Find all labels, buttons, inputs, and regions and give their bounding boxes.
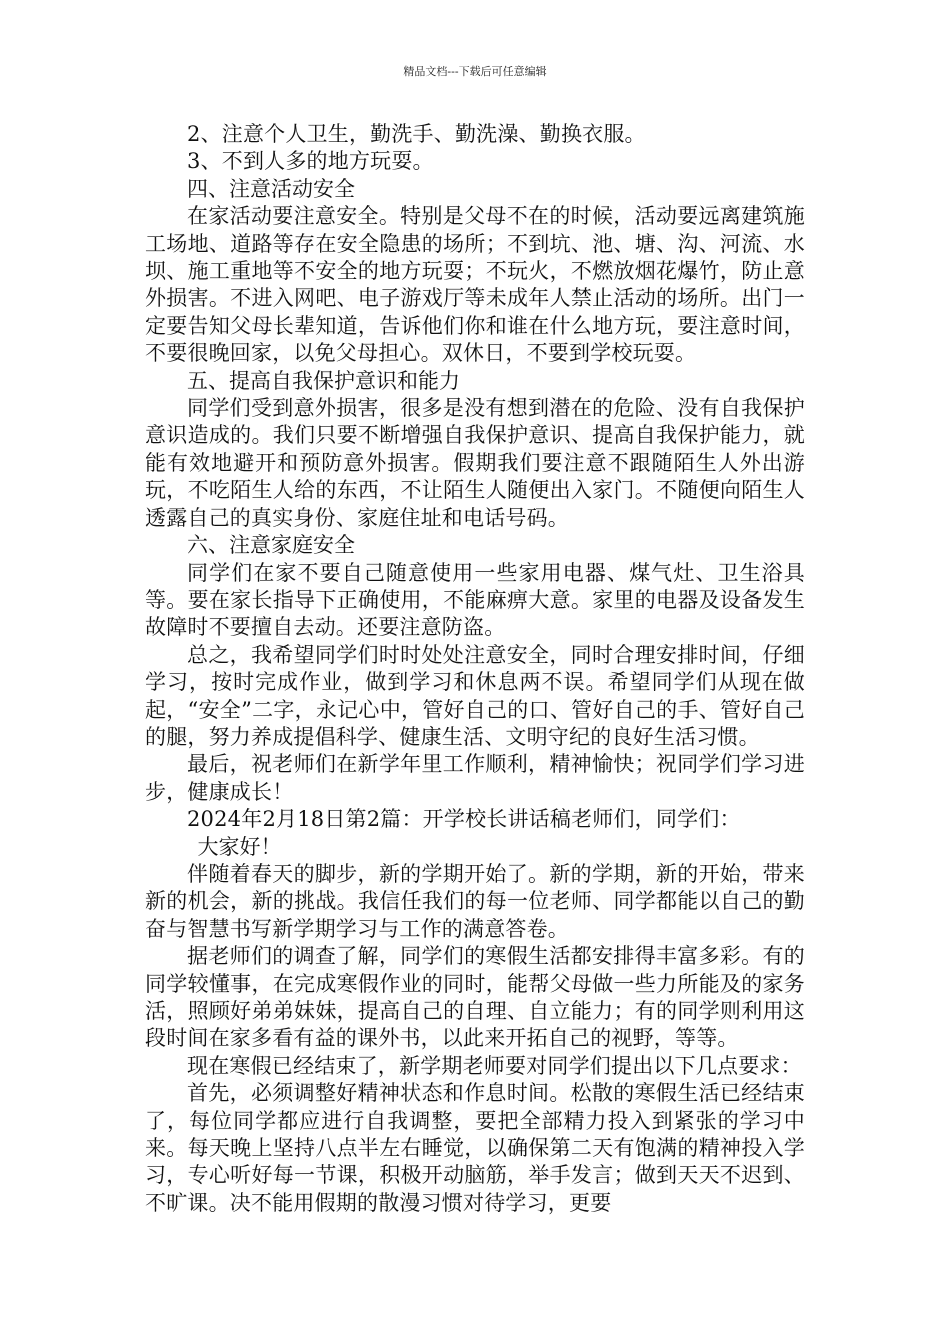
page-header: 精品文档---下载后可任意编辑	[403, 65, 547, 78]
section-heading-activity-safety: 四、注意活动安全	[187, 176, 355, 201]
list-item-crowds: 3、不到人多的地方玩耍。	[187, 149, 434, 174]
paragraph-new-semester: 伴随着春天的脚步，新的学期开始了。新的学期，新的开始，带来新的机会，新的挑战。我信任我们的每一位老师、同学都能以自己的勤奋与智慧书写新学期学习与工作的满意答卷。	[145, 861, 805, 941]
section-heading-self-protection: 五、提高自我保护意识和能力	[187, 368, 460, 393]
paragraph-winter-survey: 据老师们的调查了解，同学们的寒假生活都安排得丰富多彩。有的同学较懂事，在完成寒假作业的同时，能帮父母做一些力所能及的家务活，照顾好弟弟妹妹，提高自己的自理、自立能力；有的同学则利用这段时间在家多看有益的课外书，以此来开拓自己的视野，等等。	[145, 944, 805, 1051]
paragraph-closing-wishes: 最后，祝老师们在新学年里工作顺利，精神愉快；祝同学们学习进步，健康成长！	[145, 752, 805, 804]
paragraph-home-safety: 同学们在家不要自己随意使用一些家用电器、煤气灶、卫生浴具等。要在家长指导下正确使用，不能麻痹大意。家里的电器及设备发生故障时不要擅自去动。还要注意防盗。	[145, 560, 805, 640]
list-item-hygiene: 2、注意个人卫生，勤洗手、勤洗澡、勤换衣服。	[187, 122, 646, 146]
paragraph-activity-safety: 在家活动要注意安全。特别是父母不在的时候，活动要远离建筑施工场地、道路等存在安全隐患的场所；不到坑、池、塘、沟、河流、水坝、施工重地等不安全的地方玩耍；不玩火，不燃放烟花爆竹，防止意外损害。不进入网吧、电子游戏厅等未成年人禁止活动的场所。出门一定要告知父母长辈知道，告诉他们你和谁在什么地方玩，要注意时间，不要很晚回家，以免父母担心。双休日，不要到学校玩耍。	[145, 204, 805, 366]
paragraph-requirements-intro: 现在寒假已经结束了，新学期老师要对同学们提出以下几点要求：	[187, 1053, 802, 1078]
paragraph-self-protection: 同学们受到意外损害，很多是没有想到潜在的危险、没有自我保护意识造成的。我们只要不断增强自我保护意识、提高自我保护能力，就能有效地避开和预防意外损害。假期我们要注意不跟随陌生人外出游玩，不吃陌生人给的东西，不让陌生人随便出入家门。不随便向陌生人透露自己的真实身份、家庭住址和电话号码。	[145, 396, 805, 530]
section-heading-home-safety: 六、注意家庭安全	[187, 533, 355, 558]
document-body	[145, 121, 805, 1217]
paragraph-summary: 总之，我希望同学们时时处处注意安全，同时合理安排时间，仔细学习，按时完成作业，做到学习和休息两不误。希望同学们从现在做起，“安全”二字，永记心中，管好自己的口、管好自己的手、管好自己的腿，努力养成提倡科学、健康生活、文明守纪的良好生活习惯。	[145, 642, 805, 749]
paragraph-date-and-title: 2024年2月18日第2篇：开学校长讲话稿老师们，同学们：	[187, 807, 741, 832]
paragraph-greeting: 大家好！	[197, 834, 282, 859]
paragraph-requirement-first: 首先，必须调整好精神状态和作息时间。松散的寒假生活已经结束了，每位同学都应进行自我调整，要把全部精力投入到紧张的学习中来。每天晚上坚持八点半左右睡觉，以确保第二天有饱满的精神投入学习，专心听好每一节课，积极开动脑筋，举手发言；做到天天不迟到、不旷课。决不能用假期的散漫习惯对待学习，更要	[145, 1081, 805, 1215]
